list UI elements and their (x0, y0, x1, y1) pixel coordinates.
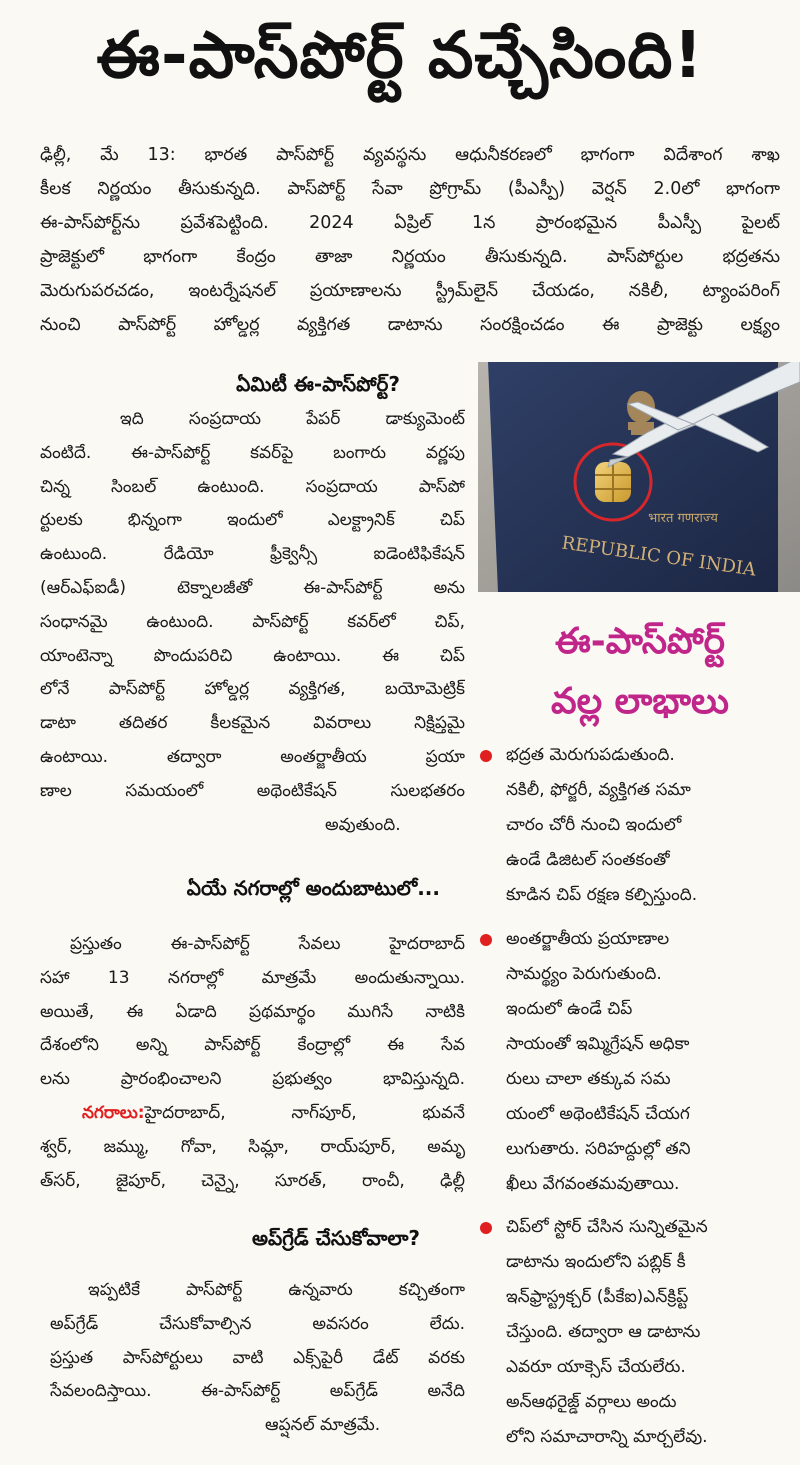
body-line: ప్రస్తుతం ఈ-పాస్‌పోర్ట్ సేవలు హైదరాబాద్ (70, 934, 465, 954)
benefit-line: లుగుతారు. సరిహద్దుల్లో తని (506, 1139, 691, 1159)
benefit-line: అంతర్జాతీయ ప్రయాణాల (506, 929, 670, 949)
passport-illustration (478, 362, 800, 592)
body-line: ప్రస్తుత పాస్‌పోర్టులు వాటి ఎక్స్‌పైరీ డేట్ వరకు (50, 1347, 465, 1368)
benefit-line: భద్రత మెరుగుపడుతుంది. (506, 745, 675, 765)
benefit-item (480, 738, 790, 913)
benefit-line: డాటాను ఇందులోని పబ్లిక్ కీ (506, 1252, 686, 1272)
benefit-line: చారం చోరీ నుంచి ఇందులో (506, 815, 682, 835)
benefit-line: చేస్తుంది. తద్వారా ఆ డాటాను (506, 1322, 701, 1342)
body-line: ఆప్షనల్ మాత్రమే. (265, 1415, 381, 1436)
passport-image (478, 362, 800, 592)
benefit-line: లోని సమాచారాన్ని మార్చలేవు. (506, 1427, 708, 1447)
body-line: వంటిదే. ఈ-పాస్‌పోర్ట్ కవర్‌పై బంగారు వర్ణపు (40, 442, 465, 463)
benefit-line: అన్‌ఆథరైజ్డ్ వర్గాలు అందు (506, 1392, 677, 1412)
chip-icon (595, 462, 631, 502)
cities-label: నగరాలు: (82, 1102, 145, 1123)
body-line: శ్వర్, జమ్ము, గోవా, సిమ్లా, రాయ్‌పూర్, అమృ (40, 1136, 465, 1157)
benefit-line: ఇందులో ఉండే చిప్ (506, 999, 633, 1019)
section-heading-upgrade: అప్‌గ్రేడ్ చేసుకోవాలా? (252, 1226, 420, 1250)
intro-line: నుంచి పాస్‌పోర్ట్ హోల్డర్ల వ్యక్తిగత డాటాను సంరక్షించడం ఈ ప్రాజెక్టు లక్ష్యం (40, 315, 780, 335)
body-line: ఇప్పటికే పాస్‌పోర్ట్ ఉన్నవారు కచ్చితంగా (88, 1280, 465, 1300)
benefit-line: సామర్థ్యం పెరుగుతుంది. (506, 964, 662, 984)
benefit-item (480, 1210, 790, 1455)
benefit-line: చిప్‌లో స్టోర్ చేసిన సున్నితమైన (506, 1217, 708, 1237)
body-line: త్‌సర్, జైపూర్, చెన్నై, సూరత్, రాంచీ, ఢిల్లీ (40, 1170, 465, 1191)
body-line: ఉంటాయి. తద్వారా అంతర్జాతీయ ప్రయా (40, 746, 465, 767)
body-line: (ఆర్ఎఫ్ఐడీ) టెక్నాలజీతో ఈ-పాస్‌పోర్ట్ అను (40, 577, 465, 598)
headline: ఈ-పాస్‌పోర్ట్ వచ్చేసింది! (96, 18, 704, 93)
cover-text: REPUBLIC OF INDIA (560, 532, 758, 581)
body-line: సంధానమై ఉంటుంది. పాస్‌పోర్ట్ కవర్‌లో చిప్, (40, 611, 465, 632)
section-heading-what-is: ఏమిటీ ఈ-పాస్‌పోర్ట్? (236, 372, 400, 396)
bullet-icon (480, 934, 492, 946)
body-line: యాంటెన్నా పొందుపరిచి ఉంటాయి. ఈ చిప్ (40, 645, 465, 666)
intro-line: ఈ-పాస్‌పోర్ట్‌ను ప్రవేశపెట్టింది. 2024 ఏప్రిల్ 1న ప్రారంభమైన పీఎస్పీ పైలట్ (40, 213, 780, 233)
section-heading-cities: ఏయే నగరాల్లో అందుబాటులో... (186, 876, 440, 900)
intro-line: ప్రాజెక్టులో భాగంగా కేంద్రం తాజా నిర్ణయం తీసుకున్నది. పాస్‌పోర్టుల భద్రతను (40, 247, 780, 267)
body-line: అయితే, ఈ ఏడాది ప్రథమార్థం ముగిసే నాటికి (40, 1001, 465, 1022)
benefit-line: నకిలీ, ఫోర్జరీ, వ్యక్తిగత సమా (506, 780, 691, 800)
benefits-title (490, 612, 790, 732)
section-upgrade-body (50, 1274, 465, 1443)
cities-text: హైదరాబాద్, నాగ్‌పూర్, భువనే (144, 1102, 465, 1123)
body-line: ఉంటుంది. రేడియో ఫ్రీక్వెన్సీ ఐడెంటిఫికేషన్ (40, 544, 465, 565)
body-line: అవుతుంది. (325, 814, 401, 835)
body-line: ణాల సమయంలో అథెంటికేషన్ సులభతరం (40, 780, 465, 801)
intro-line: మెరుగుపరచడం, ఇంటర్నేషనల్ ప్రయాణాలను స్ట్రీమ్‌లైన్ చేయడం, నకిలీ, ట్యాంపరింగ్ (40, 281, 780, 301)
bullet-icon (480, 1222, 492, 1234)
body-line: సేవలందిస్తాయి. ఈ-పాస్‌పోర్ట్ అప్‌గ్రేడ్ అనేది (50, 1381, 465, 1402)
section-cities-body (40, 928, 465, 1198)
body-line: ఇది సంప్రదాయ పేపర్ డాక్యుమెంట్ (120, 409, 465, 429)
benefit-line: ఎవరూ యాక్సెస్ చేయలేరు. (506, 1357, 686, 1377)
body-line: ర్టులకు భిన్నంగా ఇందులో ఎలక్ట్రానిక్ చిప్ (40, 510, 465, 531)
benefits-title-line2: వల్ల లాభాలు (551, 681, 729, 722)
benefit-line: ఖీలు వేగవంతమవుతాయి. (506, 1174, 680, 1194)
bullet-icon (480, 750, 492, 762)
body-line: దేశంలోని అన్ని పాస్‌పోర్ట్ కేంద్రాల్లో ఈ సేవ (40, 1035, 465, 1056)
intro-line: ఢిల్లీ, మే 13: భారత పాస్‌పోర్ట్ వ్యవస్థను ఆధునీకరణలో భాగంగా విదేశాంగ శాఖ (40, 145, 780, 165)
body-line: సహా 13 నగరాల్లో మాత్రమే అందుతున్నాయి. (40, 967, 465, 988)
hindi-cover-text: भारत गणराज्य (648, 511, 718, 526)
body-line: చిన్న సింబల్ ఉంటుంది. సంప్రదాయ పాస్‌పో (40, 476, 465, 497)
benefit-line: ఇన్‌ఫ్రాస్ట్రక్చర్ (పీకేఐ)ఎన్‌క్రిప్ట్ (506, 1287, 689, 1307)
benefit-line: సాయంతో ఇమ్మిగ్రేషన్ అధికా (506, 1034, 690, 1054)
left-column (30, 0, 470, 1465)
body-line: లను ప్రారంభించాలని ప్రభుత్వం భావిస్తున్నది. (40, 1069, 465, 1090)
benefit-line: యంలో అథెంటికేషన్ చేయగ (506, 1104, 690, 1124)
section-what-is-body (40, 403, 465, 842)
body-line: అప్‌గ్రేడ్ చేసుకోవాల్సిన అవసరం లేదు. (50, 1313, 465, 1334)
benefit-item (480, 922, 790, 1202)
intro-line: కీలక నిర్ణయం తీసుకున్నది. పాస్‌పోర్ట్ సేవా ప్రోగ్రామ్ (పీఎస్పీ) వెర్షన్ 2.0లో భాగంగా (40, 179, 780, 199)
benefits-title-line1: ఈ-పాస్‌పోర్ట్ (555, 621, 725, 662)
benefit-line: ఉండే డిజిటల్ సంతకంతో (506, 850, 670, 870)
body-line: డాటా తదితర కీలకమైన వివరాలు నిక్షిప్తమై (40, 713, 465, 734)
cities-line (40, 1097, 465, 1131)
benefit-line: కూడిన చిప్ రక్షణ కల్పిస్తుంది. (506, 885, 698, 905)
benefit-line: రులు చాలా తక్కువ సమ (506, 1069, 671, 1089)
body-line: లోనే పాస్‌పోర్ట్ హోల్డర్ల వ్యక్తిగత, బయోమెట్రిక్ (40, 679, 465, 700)
